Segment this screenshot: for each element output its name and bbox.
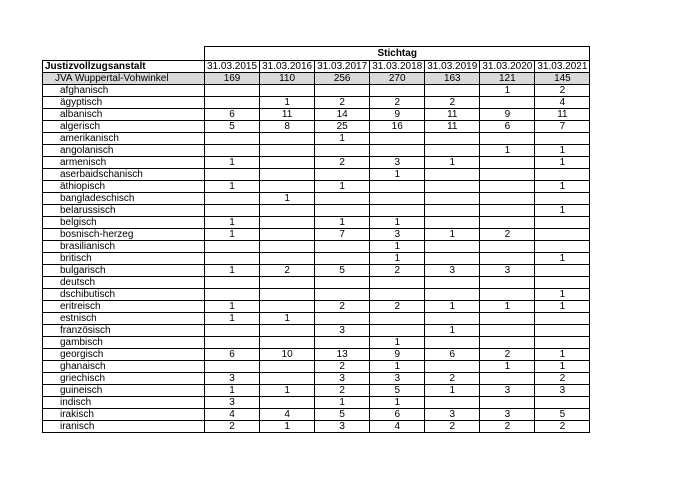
count-cell: [205, 289, 260, 301]
count-cell: [315, 289, 370, 301]
nationality-label: aserbaidschanisch: [43, 169, 205, 181]
count-cell: [480, 217, 535, 229]
institution-name: JVA Wuppertal-Vohwinkel: [43, 73, 205, 85]
count-cell: 2: [480, 349, 535, 361]
count-cell: [480, 97, 535, 109]
count-cell: 1: [260, 313, 315, 325]
count-cell: [315, 277, 370, 289]
count-cell: [370, 277, 425, 289]
nationality-label: griechisch: [43, 373, 205, 385]
count-cell: [315, 253, 370, 265]
nationality-label: georgisch: [43, 349, 205, 361]
count-cell: 1: [205, 265, 260, 277]
nationality-label: algerisch: [43, 121, 205, 133]
count-cell: 2: [425, 421, 480, 433]
count-cell: [535, 265, 590, 277]
count-cell: [425, 277, 480, 289]
table-row: [43, 325, 590, 337]
count-cell: [535, 313, 590, 325]
count-cell: 2: [260, 265, 315, 277]
count-cell: [535, 133, 590, 145]
nationality-label: bosnisch-herzeg: [43, 229, 205, 241]
count-cell: 5: [535, 409, 590, 421]
nationality-label: ghanaisch: [43, 361, 205, 373]
count-cell: 6: [205, 109, 260, 121]
nationality-label: estnisch: [43, 313, 205, 325]
count-cell: 14: [315, 109, 370, 121]
count-cell: 1: [535, 289, 590, 301]
nationality-label: iranisch: [43, 421, 205, 433]
nationality-label: armenisch: [43, 157, 205, 169]
count-cell: [260, 181, 315, 193]
count-cell: 1: [480, 361, 535, 373]
count-cell: 1: [315, 397, 370, 409]
count-cell: [205, 241, 260, 253]
count-cell: 2: [425, 97, 480, 109]
count-cell: [480, 133, 535, 145]
count-cell: 1: [535, 145, 590, 157]
count-cell: [205, 277, 260, 289]
count-cell: 25: [315, 121, 370, 133]
count-cell: [260, 133, 315, 145]
count-cell: 1: [425, 385, 480, 397]
table-row: [43, 121, 590, 133]
count-cell: 1: [370, 217, 425, 229]
count-cell: 1: [205, 181, 260, 193]
nationality-label: albanisch: [43, 109, 205, 121]
count-cell: [205, 133, 260, 145]
table-row: [43, 85, 590, 97]
count-cell: 1: [535, 205, 590, 217]
count-cell: [480, 313, 535, 325]
count-cell: 1: [260, 97, 315, 109]
count-cell: 1: [370, 337, 425, 349]
count-cell: 1: [370, 169, 425, 181]
count-cell: [425, 205, 480, 217]
table-row: [43, 181, 590, 193]
count-cell: 2: [535, 373, 590, 385]
table-row: [43, 349, 590, 361]
count-cell: 3: [425, 409, 480, 421]
table-row: [43, 133, 590, 145]
count-cell: [480, 181, 535, 193]
nationality-label: ägyptisch: [43, 97, 205, 109]
count-cell: [315, 241, 370, 253]
count-cell: 3: [535, 385, 590, 397]
count-cell: [370, 205, 425, 217]
nationality-label: bangladeschisch: [43, 193, 205, 205]
count-cell: [315, 85, 370, 97]
count-cell: [480, 277, 535, 289]
count-cell: 1: [370, 397, 425, 409]
count-cell: 3: [370, 229, 425, 241]
count-cell: [370, 289, 425, 301]
statistics-table: [42, 46, 590, 433]
count-cell: [260, 241, 315, 253]
count-cell: 1: [425, 325, 480, 337]
table-row: [43, 277, 590, 289]
year-column-header: 31.03.2020: [480, 61, 535, 73]
count-cell: [260, 205, 315, 217]
count-cell: [370, 145, 425, 157]
count-cell: [370, 133, 425, 145]
count-cell: 3: [480, 265, 535, 277]
count-cell: [480, 205, 535, 217]
count-cell: 9: [370, 109, 425, 121]
blank-corner-cell: [43, 47, 205, 61]
count-cell: 2: [370, 97, 425, 109]
count-cell: 1: [370, 361, 425, 373]
table-row: [43, 145, 590, 157]
count-cell: 2: [480, 421, 535, 433]
count-cell: [425, 193, 480, 205]
count-cell: 1: [425, 301, 480, 313]
count-cell: 16: [370, 121, 425, 133]
year-column-header: 31.03.2019: [425, 61, 480, 73]
table-row: [43, 337, 590, 349]
table-row: [43, 169, 590, 181]
table-row: [43, 397, 590, 409]
count-cell: [370, 181, 425, 193]
count-cell: 8: [260, 121, 315, 133]
count-cell: 9: [480, 109, 535, 121]
count-cell: 4: [260, 409, 315, 421]
count-cell: 2: [315, 157, 370, 169]
count-cell: 1: [535, 181, 590, 193]
total-value: 110: [260, 73, 315, 85]
count-cell: [205, 337, 260, 349]
column-header-row: [43, 61, 590, 73]
count-cell: [425, 337, 480, 349]
count-cell: [480, 253, 535, 265]
total-value: 270: [370, 73, 425, 85]
count-cell: 6: [425, 349, 480, 361]
count-cell: [205, 205, 260, 217]
count-cell: [535, 193, 590, 205]
count-cell: 2: [370, 301, 425, 313]
count-cell: 6: [480, 121, 535, 133]
nationality-label: britisch: [43, 253, 205, 265]
count-cell: 1: [535, 361, 590, 373]
count-cell: 11: [425, 121, 480, 133]
stichtag-row: [43, 47, 590, 61]
count-cell: 6: [370, 409, 425, 421]
count-cell: 3: [480, 409, 535, 421]
count-cell: 1: [205, 229, 260, 241]
count-cell: 1: [535, 349, 590, 361]
total-value: 145: [535, 73, 590, 85]
count-cell: [480, 397, 535, 409]
count-cell: [425, 145, 480, 157]
count-cell: [260, 169, 315, 181]
total-value: 121: [480, 73, 535, 85]
count-cell: [260, 301, 315, 313]
count-cell: 2: [480, 229, 535, 241]
count-cell: [315, 169, 370, 181]
count-cell: 2: [315, 385, 370, 397]
nationality-label: belgisch: [43, 217, 205, 229]
count-cell: 11: [260, 109, 315, 121]
count-cell: [260, 229, 315, 241]
table-row: [43, 421, 590, 433]
count-cell: 5: [370, 385, 425, 397]
count-cell: 1: [535, 253, 590, 265]
nationality-label: guineisch: [43, 385, 205, 397]
count-cell: 1: [535, 301, 590, 313]
count-cell: 3: [480, 385, 535, 397]
count-cell: 3: [370, 373, 425, 385]
table-row: [43, 193, 590, 205]
count-cell: 2: [315, 361, 370, 373]
count-cell: 3: [205, 373, 260, 385]
nationality-label: belarussisch: [43, 205, 205, 217]
count-cell: 1: [480, 85, 535, 97]
count-cell: [260, 217, 315, 229]
count-cell: [205, 253, 260, 265]
count-cell: [480, 337, 535, 349]
count-cell: [260, 361, 315, 373]
institution-column-header: Justizvollzugsanstalt: [43, 61, 205, 73]
count-cell: 1: [425, 229, 480, 241]
table-row: [43, 157, 590, 169]
total-row: [43, 73, 590, 85]
count-cell: 1: [315, 217, 370, 229]
nationality-label: deutsch: [43, 277, 205, 289]
count-cell: [260, 277, 315, 289]
table-row: [43, 205, 590, 217]
count-cell: [370, 193, 425, 205]
count-cell: 3: [315, 421, 370, 433]
count-cell: 1: [205, 385, 260, 397]
count-cell: [260, 397, 315, 409]
count-cell: 1: [205, 157, 260, 169]
count-cell: [425, 241, 480, 253]
count-cell: [260, 289, 315, 301]
table-row: [43, 361, 590, 373]
count-cell: [480, 241, 535, 253]
count-cell: 1: [260, 193, 315, 205]
count-cell: [315, 313, 370, 325]
count-cell: 2: [425, 373, 480, 385]
table-row: [43, 97, 590, 109]
count-cell: [535, 337, 590, 349]
count-cell: [425, 85, 480, 97]
count-cell: [425, 181, 480, 193]
count-cell: [260, 157, 315, 169]
nationality-label: dschibutisch: [43, 289, 205, 301]
table-row: [43, 409, 590, 421]
count-cell: [480, 169, 535, 181]
nationality-label: irakisch: [43, 409, 205, 421]
count-cell: [205, 193, 260, 205]
year-column-header: 31.03.2018: [370, 61, 425, 73]
count-cell: 2: [535, 85, 590, 97]
count-cell: [535, 397, 590, 409]
count-cell: 4: [370, 421, 425, 433]
count-cell: 10: [260, 349, 315, 361]
count-cell: 7: [315, 229, 370, 241]
count-cell: [315, 205, 370, 217]
count-cell: [315, 337, 370, 349]
count-cell: [425, 169, 480, 181]
count-cell: [425, 313, 480, 325]
count-cell: [480, 289, 535, 301]
year-column-header: 31.03.2015: [205, 61, 260, 73]
nationality-label: eritreisch: [43, 301, 205, 313]
count-cell: [425, 361, 480, 373]
count-cell: 3: [315, 373, 370, 385]
count-cell: 4: [205, 409, 260, 421]
nationality-label: brasilianisch: [43, 241, 205, 253]
count-cell: [260, 253, 315, 265]
count-cell: [260, 337, 315, 349]
stichtag-header: Stichtag: [205, 47, 590, 61]
count-cell: [535, 241, 590, 253]
table-row: [43, 217, 590, 229]
count-cell: [425, 397, 480, 409]
nationality-label: angolanisch: [43, 145, 205, 157]
year-column-header: 31.03.2016: [260, 61, 315, 73]
count-cell: 1: [480, 301, 535, 313]
count-cell: [480, 157, 535, 169]
count-cell: [205, 85, 260, 97]
count-cell: 1: [260, 421, 315, 433]
count-cell: [535, 325, 590, 337]
nationality-label: äthiopisch: [43, 181, 205, 193]
table-row: [43, 313, 590, 325]
count-cell: [370, 85, 425, 97]
count-cell: 3: [315, 325, 370, 337]
count-cell: [260, 85, 315, 97]
count-cell: 1: [205, 217, 260, 229]
year-column-header: 31.03.2017: [315, 61, 370, 73]
count-cell: 1: [315, 181, 370, 193]
nationality-label: bulgarisch: [43, 265, 205, 277]
count-cell: 2: [315, 301, 370, 313]
count-cell: [480, 325, 535, 337]
nationality-label: indisch: [43, 397, 205, 409]
table-row: [43, 373, 590, 385]
count-cell: [535, 277, 590, 289]
count-cell: [315, 145, 370, 157]
count-cell: 1: [480, 145, 535, 157]
count-cell: 6: [205, 349, 260, 361]
count-cell: 1: [205, 301, 260, 313]
count-cell: [260, 145, 315, 157]
table-row: [43, 265, 590, 277]
count-cell: 11: [425, 109, 480, 121]
count-cell: [480, 193, 535, 205]
count-cell: 4: [535, 97, 590, 109]
count-cell: [260, 373, 315, 385]
count-cell: 2: [315, 97, 370, 109]
count-cell: 1: [535, 157, 590, 169]
count-cell: [535, 229, 590, 241]
total-value: 163: [425, 73, 480, 85]
nationality-label: afghanisch: [43, 85, 205, 97]
count-cell: [205, 169, 260, 181]
count-cell: [425, 253, 480, 265]
count-cell: [205, 97, 260, 109]
count-cell: 3: [205, 397, 260, 409]
count-cell: [205, 361, 260, 373]
count-cell: [425, 217, 480, 229]
count-cell: [315, 193, 370, 205]
table-row: [43, 301, 590, 313]
count-cell: 11: [535, 109, 590, 121]
count-cell: [370, 313, 425, 325]
count-cell: [535, 217, 590, 229]
count-cell: 1: [425, 157, 480, 169]
table-row: [43, 289, 590, 301]
table-row: [43, 109, 590, 121]
count-cell: [480, 373, 535, 385]
count-cell: [205, 145, 260, 157]
count-cell: 2: [370, 265, 425, 277]
table-row: [43, 253, 590, 265]
count-cell: [260, 325, 315, 337]
year-column-header: 31.03.2021: [535, 61, 590, 73]
total-value: 169: [205, 73, 260, 85]
count-cell: 2: [535, 421, 590, 433]
nationality-label: französisch: [43, 325, 205, 337]
nationality-label: gambisch: [43, 337, 205, 349]
count-cell: [425, 133, 480, 145]
count-cell: 9: [370, 349, 425, 361]
table-row: [43, 385, 590, 397]
table-row: [43, 241, 590, 253]
count-cell: [205, 325, 260, 337]
count-cell: 3: [370, 157, 425, 169]
table-row: [43, 229, 590, 241]
count-cell: 5: [205, 121, 260, 133]
count-cell: 2: [205, 421, 260, 433]
count-cell: 1: [370, 253, 425, 265]
count-cell: 5: [315, 265, 370, 277]
count-cell: 7: [535, 121, 590, 133]
nationality-label: amerikanisch: [43, 133, 205, 145]
count-cell: 1: [315, 133, 370, 145]
count-cell: [425, 289, 480, 301]
count-cell: 5: [315, 409, 370, 421]
count-cell: [535, 169, 590, 181]
count-cell: 1: [205, 313, 260, 325]
count-cell: 13: [315, 349, 370, 361]
count-cell: 1: [370, 241, 425, 253]
count-cell: 3: [425, 265, 480, 277]
total-value: 256: [315, 73, 370, 85]
count-cell: 1: [260, 385, 315, 397]
count-cell: [370, 325, 425, 337]
